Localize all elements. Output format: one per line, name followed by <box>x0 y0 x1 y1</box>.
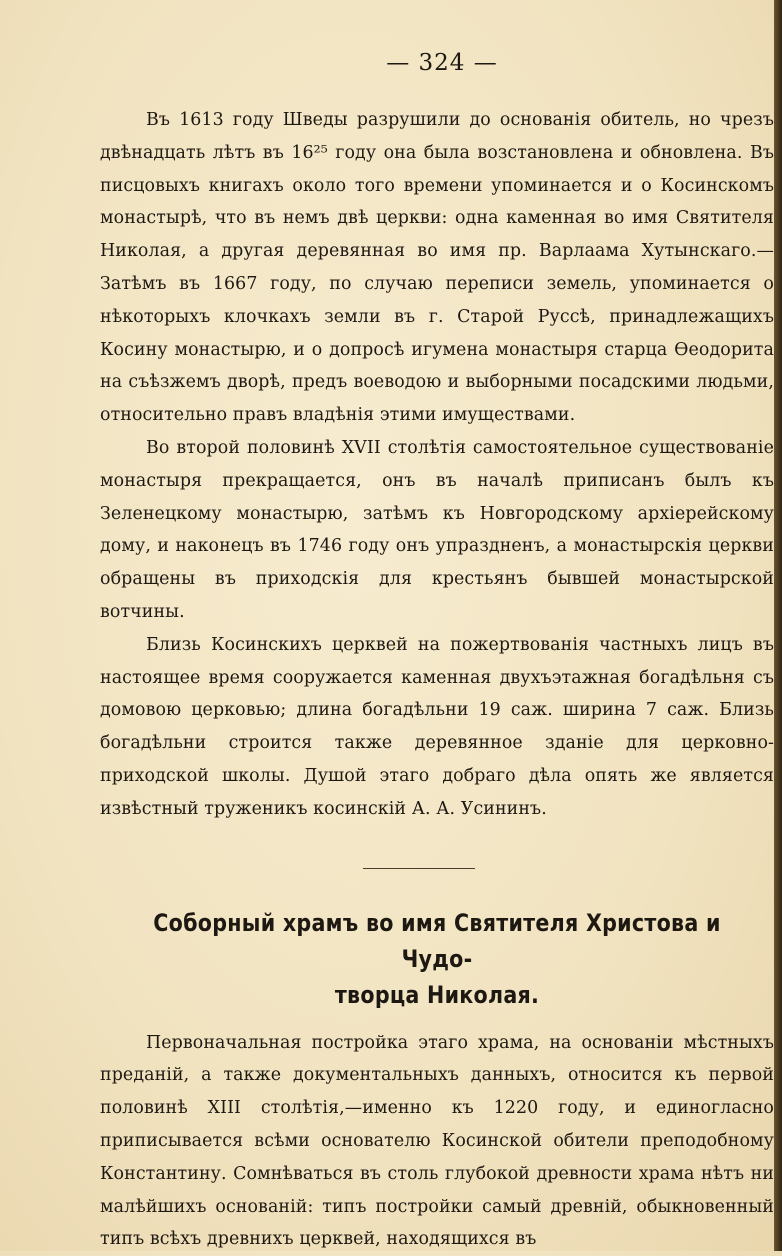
paragraph-4: Первоначальная постройка этаго храма, на основаніи мѣстныхъ преданій, а также документальныхъ данныхъ, относится къ первой половинѣ XIII столѣтія,—именно къ 1220 году, и единогласно приписывается всѣми основателю Косинской обители преподобному Константину. Сомнѣваться въ столь глубокой древности храма нѣтъ ни малѣйшихъ основаній: типъ постройки самый древній, обыкновенный типъ всѣхъ древнихъ церквей, находящихся въ <box>100 1032 774 1250</box>
page-number: — 324 — <box>386 50 498 76</box>
section-heading <box>147 905 727 1013</box>
paragraph-2: Во второй половинѣ XVII столѣтія самостоятельное существованіе монастыря прекращается, онъ въ началѣ приписанъ былъ къ Зеленецкому монастырю, затѣмъ къ Новгородскому архіерейскому дому, и наконецъ въ 1746 году онъ упраздненъ, а монастырскія церкви обращены въ приходскія для крестьянъ бывшей монастырской вотчины. <box>100 437 774 622</box>
section-divider <box>363 868 475 869</box>
page <box>100 50 774 1256</box>
paragraph-3: Близь Косинскихъ церквей на пожертвованія частныхъ лицъ въ настоящее время сооружается каменная двухъэтажная богадѣльня съ домовою церковью; длина богадѣльни 19 саж. ширина 7 саж. Близь богадѣльни строится также деревянное зданіе для церковно-приходской школы. Душой этаго добраго дѣла опять же является извѣстный труженикъ косинскій А. А. Усининъ. <box>100 634 774 819</box>
paragraph-1: Въ 1613 году Шведы разрушили до основанія обитель, но чрезъ двѣнадцать лѣтъ въ 16²⁵ году она была возстановлена и обновлена. Въ писцовыхъ книгахъ около того времени упоминается и о Косинскомъ монастырѣ, что въ немъ двѣ церкви: одна каменная во имя Святителя Николая, а другая деревянная во имя пр. Варлаама Хутынскаго.—Затѣмъ въ 1667 году, по случаю переписи земель, упоминается о нѣкоторыхъ клочкахъ земли въ г. Старой Руссѣ, принадлежащихъ Косину монастырю, и о допросѣ игумена монастыря старца Ѳеодорита на съѣзжемъ дворѣ, предъ воеводою и выборными посадскими людьми, относительно правъ владѣнія этими имуществами. <box>100 110 774 426</box>
page-edge <box>774 0 782 1251</box>
section-heading-line-2: творца Николая. <box>334 980 540 1009</box>
section-heading-line-1: Соборный храмъ во имя Святителя Христова и Чудо- <box>153 908 721 973</box>
